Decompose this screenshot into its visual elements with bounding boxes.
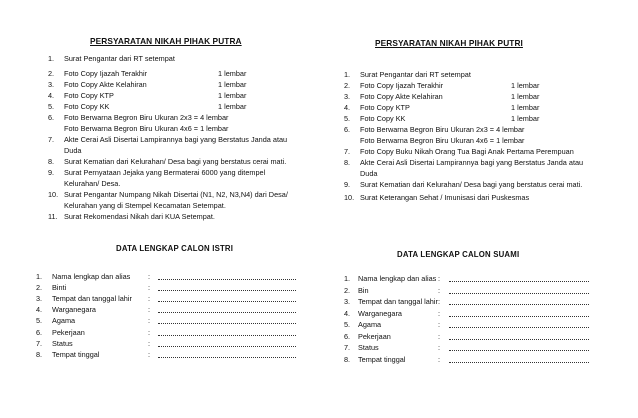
form-field-number: 4. <box>36 305 43 315</box>
left-form-title: DATA LENGKAP CALON ISTRI <box>116 244 234 253</box>
requirement-text: Foto Copy KK <box>360 114 406 123</box>
form-field-colon: : <box>148 283 151 293</box>
requirement-text: Surat Kematian dari Kelurahan/ Desa bagi yang berstatus cerai mati. <box>360 180 583 189</box>
form-field-label: Tempat tinggal <box>358 354 406 364</box>
form-field-fill-line[interactable] <box>449 304 589 305</box>
form-field-colon: : <box>148 305 151 315</box>
form-field-fill-line[interactable] <box>158 312 296 313</box>
requirement-text: Surat Pengantar dari RT setempat <box>360 70 471 79</box>
form-field-number: 7. <box>344 343 351 352</box>
form-field-colon: : <box>148 338 151 348</box>
form-field-colon: : <box>438 354 441 364</box>
form-field-label: Warganegara <box>358 308 402 318</box>
requirement-text: Kelurahan yang di Stempel Kecamatan Setempat. <box>64 201 226 210</box>
requirement-number: 4. <box>48 91 55 100</box>
form-field-number: 2. <box>344 285 351 295</box>
form-field-number: 1. <box>344 274 351 283</box>
requirement-number: 5. <box>48 102 55 111</box>
right-form-title: DATA LENGKAP CALON SUAMI <box>397 250 520 259</box>
form-field-fill-line[interactable] <box>449 362 589 363</box>
requirement-text: Surat Keterangan Sehat / Imunisasi dari Puskesmas <box>360 193 530 202</box>
requirement-number: 1. <box>344 70 351 79</box>
requirement-quantity: 1 lembar <box>511 114 540 123</box>
form-field-fill-line[interactable] <box>449 339 589 340</box>
form-field-number: 5. <box>36 316 43 326</box>
form-field-colon: : <box>438 274 441 283</box>
requirement-number: 11. <box>48 212 58 221</box>
requirement-number: 8. <box>344 158 351 167</box>
requirement-text: Akte Cerai Asli Disertai Lampirannya bagi yang Berstatus Janda atau <box>360 158 584 167</box>
requirement-text: Foto Berwarna Begron Biru Ukuran 2x3 = 4 lembar <box>360 125 525 134</box>
requirement-text: Foto Copy Akte Kelahiran <box>360 92 443 101</box>
form-field-fill-line[interactable] <box>158 323 296 324</box>
requirement-text: Surat Pernyataan Jejaka yang Bermaterai 6000 yang ditempel <box>64 168 266 177</box>
form-field-label: Agama <box>52 316 76 326</box>
requirement-quantity: 1 lembar <box>218 80 247 89</box>
requirement-text: Surat Pengantar Numpang Nikah Disertai (N1, N2, N3,N4) dari Desa/ <box>64 190 288 199</box>
form-field-colon: : <box>148 349 151 359</box>
requirement-number: 3. <box>48 80 55 89</box>
form-field-label: Pekerjaan <box>358 331 391 341</box>
form-field-colon: : <box>438 343 441 352</box>
requirement-number: 8. <box>48 157 55 166</box>
requirement-number: 10. <box>344 193 355 202</box>
requirement-number: 2. <box>48 69 55 78</box>
requirement-text: Surat Rekomendasi Nikah dari KUA Setempat. <box>64 212 215 221</box>
form-field-number: 2. <box>36 283 43 293</box>
requirement-text: Foto Berwarna Begron Biru Ukuran 2x3 = 4 lembar <box>64 113 229 122</box>
requirement-quantity: 1 lembar <box>218 91 247 100</box>
form-field-fill-line[interactable] <box>158 346 296 347</box>
form-field-colon: : <box>148 294 151 304</box>
form-field-fill-line[interactable] <box>158 301 296 302</box>
requirement-number: 7. <box>344 147 351 156</box>
form-field-number: 8. <box>36 349 43 359</box>
requirement-quantity: 1 lembar <box>218 69 247 78</box>
form-field-fill-line[interactable] <box>158 335 296 336</box>
form-field-number: 7. <box>36 338 43 348</box>
requirement-text: Foto Berwarna Begron Biru Ukuran 4x6 = 1 lembar <box>64 124 229 133</box>
requirement-number: 5. <box>344 114 351 123</box>
requirement-number: 9. <box>48 168 55 177</box>
form-field-label: Pekerjaan <box>52 327 85 337</box>
form-field-fill-line[interactable] <box>449 350 589 351</box>
form-field-label: Tempat dan tanggal lahir <box>52 294 132 304</box>
requirement-text: Duda <box>64 146 82 155</box>
form-field-label: Tempat dan tanggal lahir <box>358 297 438 306</box>
form-field-fill-line[interactable] <box>158 357 296 358</box>
requirement-number: 10. <box>48 190 59 199</box>
right-requirements-title: PERSYARATAN NIKAH PIHAK PUTRI <box>375 38 523 48</box>
form-field-colon: : <box>148 316 151 326</box>
requirement-text: Foto Copy KTP <box>360 103 410 112</box>
form-field-label: Agama <box>358 320 382 329</box>
form-field-colon: : <box>438 308 441 318</box>
form-field-colon: : <box>438 297 441 306</box>
form-field-colon: : <box>438 331 441 341</box>
requirement-number: 4. <box>344 103 351 112</box>
requirement-text: Foto Copy KK <box>64 102 110 111</box>
requirement-number: 1. <box>48 54 55 63</box>
form-field-colon: : <box>148 327 151 337</box>
form-field-number: 6. <box>344 331 351 341</box>
requirement-text: Foto Copy Ijazah Terakhir <box>360 81 444 90</box>
form-field-label: Nama lengkap dan alias <box>52 272 131 281</box>
form-field-number: 6. <box>36 327 43 337</box>
requirement-number: 6. <box>48 113 55 122</box>
form-field-label: Tempat tinggal <box>52 349 100 359</box>
left-requirements-title: PERSYARATAN NIKAH PIHAK PUTRA <box>90 36 242 46</box>
requirement-text: Foto Copy Buku Nikah Orang Tua Bagi Anak Pertama Perempuan <box>360 147 574 156</box>
form-field-fill-line[interactable] <box>449 327 589 328</box>
form-field-fill-line[interactable] <box>449 316 589 317</box>
requirement-text: Duda <box>360 169 378 178</box>
form-field-number: 4. <box>344 308 351 318</box>
form-field-fill-line[interactable] <box>158 279 296 280</box>
form-field-fill-line[interactable] <box>449 281 589 282</box>
form-field-label: Bin <box>358 285 369 295</box>
requirement-text: Surat Kematian dari Kelurahan/ Desa bagi yang berstatus cerai mati. <box>64 157 287 166</box>
requirement-quantity: 1 lembar <box>511 92 540 101</box>
form-field-number: 8. <box>344 354 351 364</box>
form-field-label: Binti <box>52 283 67 293</box>
requirement-text: Foto Copy Ijazah Terakhir <box>64 69 148 78</box>
form-field-colon: : <box>148 272 151 281</box>
form-field-number: 5. <box>344 320 351 329</box>
requirement-number: 3. <box>344 92 351 101</box>
requirement-text: Kelurahan/ Desa. <box>64 179 121 188</box>
requirement-quantity: 1 lembar <box>218 102 247 111</box>
form-field-number: 1. <box>36 272 43 281</box>
form-field-label: Nama lengkap dan alias <box>358 274 437 283</box>
form-field-fill-line[interactable] <box>449 293 589 294</box>
form-field-label: Status <box>358 343 379 352</box>
form-field-colon: : <box>438 320 441 329</box>
form-field-number: 3. <box>344 297 351 306</box>
requirement-text: Foto Berwarna Begron Biru Ukuran 4x6 = 1 lembar <box>360 136 525 145</box>
requirement-text: Foto Copy Akte Kelahiran <box>64 80 147 89</box>
form-field-label: Warganegara <box>52 305 96 315</box>
requirement-number: 7. <box>48 135 55 144</box>
form-field-fill-line[interactable] <box>158 290 296 291</box>
form-field-label: Status <box>52 338 73 348</box>
form-field-colon: : <box>438 285 441 295</box>
form-field-number: 3. <box>36 294 43 304</box>
requirement-number: 6. <box>344 125 351 134</box>
requirement-number: 2. <box>344 81 351 90</box>
requirement-text: Akte Cerai Asli Disertai Lampirannya bagi yang Berstatus Janda atau <box>64 135 288 144</box>
requirement-number: 9. <box>344 180 351 189</box>
requirement-text: Foto Copy KTP <box>64 91 114 100</box>
requirement-quantity: 1 lembar <box>511 81 540 90</box>
requirement-quantity: 1 lembar <box>511 103 540 112</box>
requirement-text: Surat Pengantar dari RT setempat <box>64 54 175 63</box>
